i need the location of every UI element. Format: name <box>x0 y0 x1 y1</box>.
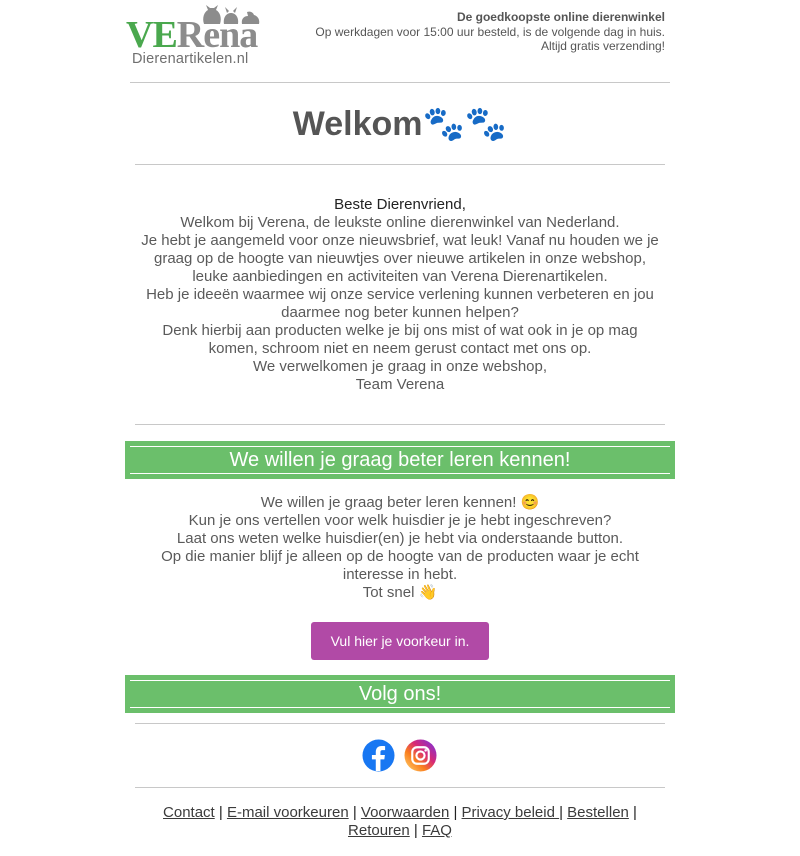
footer-link-ordering[interactable]: Bestellen <box>567 804 629 821</box>
tagline-delivery: Op werkdagen voor 15:00 uur besteld, is de volgende dag in huis. <box>315 24 665 39</box>
follow-heading: Volg ons! <box>130 680 670 708</box>
intro-signature: Team Verena <box>355 376 445 393</box>
intro-line: Heb je ideeën waarmee wij onze service verlening kunnen verbeteren en jou daarmee nog beter kunnen helpen? <box>146 286 654 321</box>
divider <box>135 164 665 165</box>
divider <box>135 723 665 724</box>
tagline-headline: De goedkoopste online dierenwinkel <box>456 10 665 24</box>
footer-link-privacy[interactable]: Privacy beleid <box>461 804 560 821</box>
know-line: Kun je ons vertellen voor welk huisdier je je hebt ingeschreven? <box>188 512 612 529</box>
logo-wordmark-rena: Rena <box>176 14 258 56</box>
know-you-text <box>150 494 650 602</box>
footer-link-faq[interactable]: FAQ <box>421 822 452 839</box>
instagram-icon[interactable] <box>404 739 437 772</box>
footer-link-terms[interactable]: Voorwaarden <box>360 804 450 821</box>
know-line: We willen je graag beter leren kennen! 😊 <box>260 494 540 511</box>
page-title: Welkom🐾🐾 <box>292 105 508 143</box>
tagline-shipping: Altijd gratis verzending! <box>540 39 665 53</box>
logo-wordmark-ve: VE <box>126 14 177 56</box>
preference-button[interactable]: Vul hier je voorkeur in. <box>311 622 489 660</box>
footer-links: Contact | E-mail voorkeuren | Voorwaarden | Privacy beleid | Bestellen | Retouren | FAQ <box>163 804 637 839</box>
footer-link-contact[interactable]: Contact <box>163 804 215 821</box>
facebook-icon[interactable] <box>362 739 395 772</box>
footer-link-returns[interactable]: Retouren <box>348 822 410 839</box>
intro-text <box>140 196 660 394</box>
logo-wordmark <box>126 16 257 54</box>
intro-line: Je hebt je aangemeld voor onze nieuwsbrief, wat leuk! Vanaf nu houden we je graag op de hoogte van nieuwtjes over nieuwe artikelen in onze webshop, leuke aanbiedingen en activiteiten van Verena Dierenartikelen. <box>141 232 659 285</box>
know-you-band <box>125 441 675 479</box>
intro-line: Denk hierbij aan producten welke je bij ons mist of wat ook in je op mag komen, schroom niet en neem gerust contact met ons op. <box>162 322 638 357</box>
intro-line: We verwelkomen je graag in onze webshop, <box>252 358 548 375</box>
footer-link-email-preferences[interactable]: E-mail voorkeuren <box>226 804 349 821</box>
know-you-heading: We willen je graag beter leren kennen! <box>130 446 670 474</box>
verena-logo[interactable] <box>126 4 266 68</box>
logo-subtitle: Dierenartikelen.nl <box>132 51 249 67</box>
header-tagline <box>315 10 665 54</box>
know-line: Laat ons weten welke huisdier(en) je hebt via onderstaande button. <box>176 530 624 547</box>
know-line: Tot snel 👋 <box>362 584 438 601</box>
intro-line: Welkom bij Verena, de leukste online dierenwinkel van Nederland. <box>180 214 620 231</box>
divider <box>135 424 665 425</box>
intro-greeting: Beste Dierenvriend, <box>334 196 466 213</box>
know-line: Op die manier blijf je alleen op de hoogte van de producten waar je echt interesse in hebt. <box>161 548 639 583</box>
divider <box>130 82 670 83</box>
divider <box>135 787 665 788</box>
follow-band <box>125 675 675 713</box>
